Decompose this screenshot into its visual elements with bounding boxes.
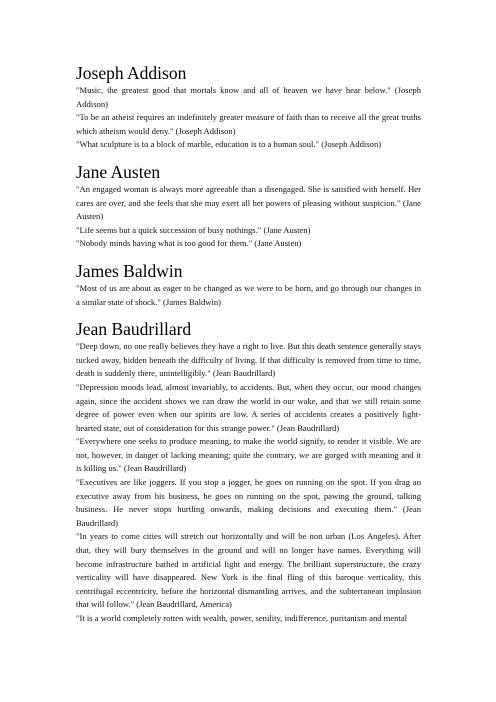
quote-paragraph: "Music, the greatest good that mortals know and all of heaven we have hear below." (Joseph Addison): [76, 85, 421, 109]
quote-paragraph: "In years to come cities will stretch out horizontally and will be non urban (Los Angeles). After that, they will bury themselves in the ground and will no longer have names. Everything will become infrastructure bathed in artificial light and energy. The brilliant superstructure, the crazy verticality will have disappeared. New York is the final fling of this baroque verticality, this centrifugal eccentricity, before the horizontal dismantling arrives, and the subterranean implosion that will follow." (Jean Baudrillard, America): [76, 531, 421, 610]
author-section: [76, 62, 421, 152]
author-heading: Jean Baudrillard: [76, 319, 192, 340]
quote-paragraph: "Everywhere one seeks to produce meaning, to make the world signify, to render it visible. We are not, however, in danger of lacking meaning; quite the contrary, we are gorged with meaning and it is killing us." (Jean Baudrillard): [76, 436, 421, 474]
author-section: [76, 318, 421, 625]
quote-paragraph: "Depression moods lead, almost invariably, to accidents. But, when they occur, our mood changes again, since the accident shows we can draw the world in our wake, and that we still retain some degree of power even when our spirits are low. A series of accidents creates a positively light-hearted state, out of consideration for this strange power." (Jean Baudrillard): [76, 381, 421, 433]
quote-paragraph: "What sculpture is to a block of marble, education is to a human soul." (Joseph Addison): [76, 139, 382, 150]
quote-paragraph: "Executives are like joggers. If you stop a jogger, he goes on running on the spot. If you drag an executive away from his business, he goes on running on the spot, pawing the ground, talking business. He never stops hurtling onwards, making decisions and executing them." (Jean Baudrillard): [76, 477, 421, 528]
quote-paragraph: "To be an atheist requires an indefinitely greater measure of faith than to receive all the great truths which atheism would deny." (Joseph Addison): [76, 112, 421, 136]
quote-paragraph: "Most of us are about as eager to be changed as we were to be born, and go through our changes in a similar state of shock." (James Baldwin): [76, 282, 421, 307]
quote-paragraph: "Nobody minds having what is too good for them." (Jane Austen): [76, 238, 302, 249]
quote-paragraph: "Life seems but a quick succession of busy nothings." (Jane Austen): [76, 224, 311, 235]
quote-paragraph: "An engaged woman is always more agreeable than a disengaged. She is satisfied with herself. Her cares are over, and she feels that she may exert all her powers of pleasing without suspicion." (Jane Austen): [76, 183, 421, 222]
author-heading: Joseph Addison: [76, 63, 187, 83]
document-page: [76, 62, 421, 635]
author-heading: James Baldwin: [76, 260, 183, 281]
quote-paragraph: "Deep down, no one really believes they have a right to live. But this death sentence generally stays tucked away, hidden beneath the difficulty of living. If that difficulty is removed from time to time, death is suddenly there, unintelligibly." (Jean Baudrillard): [76, 341, 421, 379]
quote-paragraph: "It is a world completely rotten with wealth, power, senility, indifference, puritanism and mental: [76, 613, 408, 623]
author-section: [76, 260, 421, 309]
author-heading: Jane Austen: [76, 161, 161, 182]
author-section: [76, 161, 421, 251]
